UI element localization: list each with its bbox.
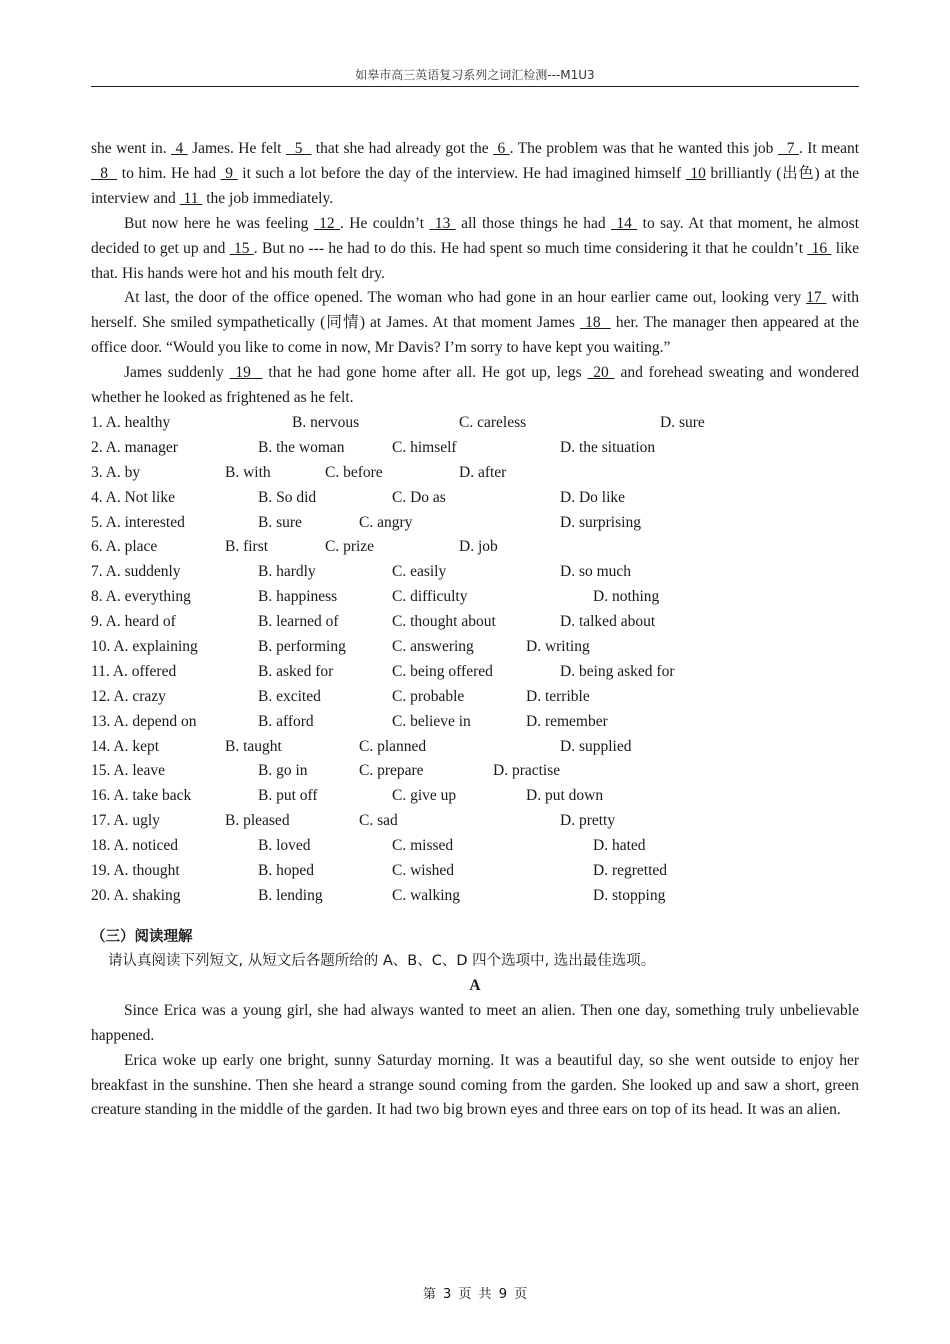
page-header [91, 66, 859, 87]
page-content [91, 137, 859, 1123]
option-choice: C. Do as [392, 488, 446, 506]
option-choice: 7. A. suddenly [91, 563, 181, 581]
option-choice: D. so much [560, 563, 632, 581]
cloze-paragraph-3: At last, the door of the office opened. The woman who had gone in an hour earlier came out, looking very 17 with herself. She smiled sympathetically (同情) at James. At that moment James 18 her. The manager then appeared at the office door. “Would you like to come in now, Mr Davis? I’m sorry to have kept you waiting.” [91, 289, 859, 357]
option-choice: 20. A. shaking [91, 886, 181, 904]
option-choice: D. hated [593, 837, 646, 855]
option-choice: C. answering [392, 637, 474, 655]
option-choice: C. believe in [392, 712, 471, 730]
cloze-paragraph-2: But now here he was feeling 12 . He couldn’t 13 all those things he had 14 to say. At that moment, he almost decided to get up and 15 . But no --- he had to do this. He had spent so much time considering it that he couldn’t 16 like that. His hands were hot and his mouth felt dry. [91, 214, 860, 282]
option-choice: D. surprising [560, 513, 641, 531]
option-choice: B. asked for [258, 662, 334, 680]
option-choice: 5. A. interested [91, 513, 185, 531]
option-choice: D. the situation [560, 438, 656, 456]
option-choice: C. probable [392, 687, 465, 705]
cloze-paragraph-4: James suddenly 19 that he had gone home after all. He got up, legs 20 and forehead sweating and wondered whether he looked as frightened as he felt. [91, 364, 860, 407]
answer-blank: 8 [91, 164, 118, 182]
option-choice: D. after [459, 463, 507, 481]
answer-blank: 10 [685, 164, 706, 182]
option-choice: B. performing [258, 637, 346, 655]
option-row [91, 436, 859, 461]
option-choice: B. sure [258, 513, 302, 531]
option-row [91, 461, 859, 486]
option-choice: 1. A. healthy [91, 413, 171, 431]
option-choice: C. before [325, 463, 383, 481]
option-choice: D. remember [526, 712, 608, 730]
option-choice: 17. A. ugly [91, 812, 160, 830]
option-choice: C. himself [392, 438, 457, 456]
option-choice: B. hoped [258, 862, 314, 879]
option-row [91, 784, 859, 809]
option-choice: 3. A. by [91, 463, 141, 481]
answer-blank: 18 [580, 314, 611, 332]
option-row [91, 535, 859, 560]
option-choice: D. writing [526, 637, 590, 655]
option-row [91, 635, 859, 660]
option-choice: B. taught [225, 737, 282, 755]
option-choice: 14. A. kept [91, 737, 160, 755]
answer-blank: 4 [171, 140, 188, 157]
option-choice: D. put down [526, 787, 604, 805]
option-row [91, 710, 859, 735]
option-choice: C. prize [325, 538, 375, 556]
answer-blank: 5 [285, 140, 312, 157]
option-row [91, 486, 859, 511]
option-row [91, 560, 859, 585]
option-choice: 8. A. everything [91, 588, 191, 606]
option-choice: D. being asked for [560, 662, 675, 680]
option-choice: 2. A. manager [91, 438, 178, 456]
option-choice: B. pleased [225, 812, 290, 830]
option-choice: C. walking [392, 886, 461, 904]
option-choice: D. terrible [526, 687, 590, 705]
answer-blank: 16 [807, 239, 832, 257]
reading-paragraph-1: Since Erica was a young girl, she had always wanted to meet an alien. Then one day, something truly unbelievable happened. [91, 1001, 859, 1044]
option-row [91, 834, 859, 859]
option-choice: B. go in [258, 762, 308, 780]
option-row [91, 884, 859, 909]
option-choice: C. wished [392, 862, 454, 879]
option-choice: 19. A. thought [91, 862, 180, 879]
page-footer [0, 1283, 950, 1302]
option-choice: 4. A. Not like [91, 488, 175, 506]
option-choice: 6. A. place [91, 538, 158, 556]
option-choice: B. loved [258, 837, 311, 855]
option-choice: B. learned of [258, 613, 339, 631]
answer-blank: 19 [229, 364, 263, 382]
option-choice: C. give up [392, 787, 457, 805]
option-choice: 12. A. crazy [91, 687, 166, 705]
options-list [91, 411, 859, 909]
option-choice: B. lending [258, 886, 323, 904]
option-choice: B. hardly [258, 563, 316, 581]
option-choice: D. nothing [593, 588, 660, 606]
option-row [91, 685, 859, 710]
option-choice: 13. A. depend on [91, 712, 197, 730]
reading-paragraph-2: Erica woke up early one bright, sunny Saturday morning. It was a beautiful day, so she went outside to enjoy her breakfast in the sunshine. Then she heard a strange sound coming from the garden. She looked up and saw a short, green creature standing in the middle of the garden. It had two big brown eyes and three ears on top of its head. It was an alien. [91, 1051, 859, 1119]
header-title: 如皋市高三英语复习系列之词汇检测---M1U3 [355, 68, 595, 82]
option-choice: C. careless [459, 413, 527, 431]
answer-blank: 11 [179, 189, 203, 207]
option-choice: 10. A. explaining [91, 637, 198, 655]
option-choice: B. the woman [258, 438, 345, 456]
answer-blank: 12 [313, 214, 341, 232]
option-choice: D. Do like [560, 488, 626, 506]
answer-blank: 15 [229, 239, 254, 257]
option-row [91, 759, 859, 784]
option-choice: D. stopping [593, 886, 666, 904]
option-choice: C. planned [359, 737, 427, 755]
section-instruction: 请认真阅读下列短文, 从短文后各题所给的 A、B、C、D 四个选项中, 选出最佳选项。 [108, 952, 656, 969]
answer-blank: 7 [777, 140, 799, 157]
option-row [91, 585, 859, 610]
option-choice: 16. A. take back [91, 787, 192, 805]
option-choice: C. difficulty [392, 588, 468, 606]
option-row [91, 809, 859, 834]
option-row [91, 511, 859, 536]
option-choice: C. sad [359, 812, 398, 830]
option-choice: D. sure [660, 413, 705, 431]
option-choice: B. with [225, 463, 271, 481]
option-choice: D. practise [493, 762, 561, 780]
option-row [91, 411, 859, 436]
answer-blank: 14 [611, 214, 638, 232]
option-choice: C. prepare [359, 762, 424, 780]
option-choice: B. afford [258, 712, 314, 730]
option-choice: B. So did [258, 488, 317, 506]
option-choice: D. regretted [593, 862, 668, 879]
section-heading: （三）阅读理解 [91, 928, 193, 945]
cloze-paragraph-1: she went in. 4 James. He felt 5 that she had already got the 6 . The problem was that he wanted this job 7 . It meant 8 to him. He had 9 it such a lot before the day of the interview. He had imagined himself 10 brilliantly (出色) at the interview and 11 the job immediately. [91, 140, 860, 207]
answer-blank: 17 [806, 289, 827, 307]
option-choice: 9. A. heard of [91, 613, 176, 631]
option-choice: 11. A. offered [91, 662, 177, 680]
option-choice: D. job [459, 538, 498, 556]
answer-blank: 20 [587, 364, 615, 382]
option-choice: C. angry [359, 513, 413, 531]
option-choice: C. being offered [392, 662, 493, 680]
option-choice: B. excited [258, 687, 321, 705]
option-choice: B. first [225, 538, 269, 556]
option-row [91, 660, 859, 685]
option-row [91, 859, 859, 884]
option-choice: D. supplied [560, 737, 632, 755]
answer-blank: 13 [429, 214, 456, 232]
option-choice: B. nervous [292, 413, 360, 431]
option-choice: D. pretty [560, 812, 616, 830]
option-choice: C. missed [392, 837, 454, 855]
option-choice: 15. A. leave [91, 762, 166, 780]
option-choice: C. thought about [392, 613, 496, 631]
option-row [91, 735, 859, 760]
option-choice: 18. A. noticed [91, 837, 178, 855]
option-choice: B. put off [258, 787, 318, 805]
page-number: 第 3 页 共 9 页 [422, 1287, 528, 1302]
answer-blank: 6 [493, 140, 510, 157]
passage-label: A [469, 976, 481, 994]
option-choice: D. talked about [560, 613, 656, 631]
option-choice: B. happiness [258, 588, 338, 606]
option-choice: C. easily [392, 563, 447, 581]
option-row [91, 610, 859, 635]
answer-blank: 9 [220, 164, 238, 182]
